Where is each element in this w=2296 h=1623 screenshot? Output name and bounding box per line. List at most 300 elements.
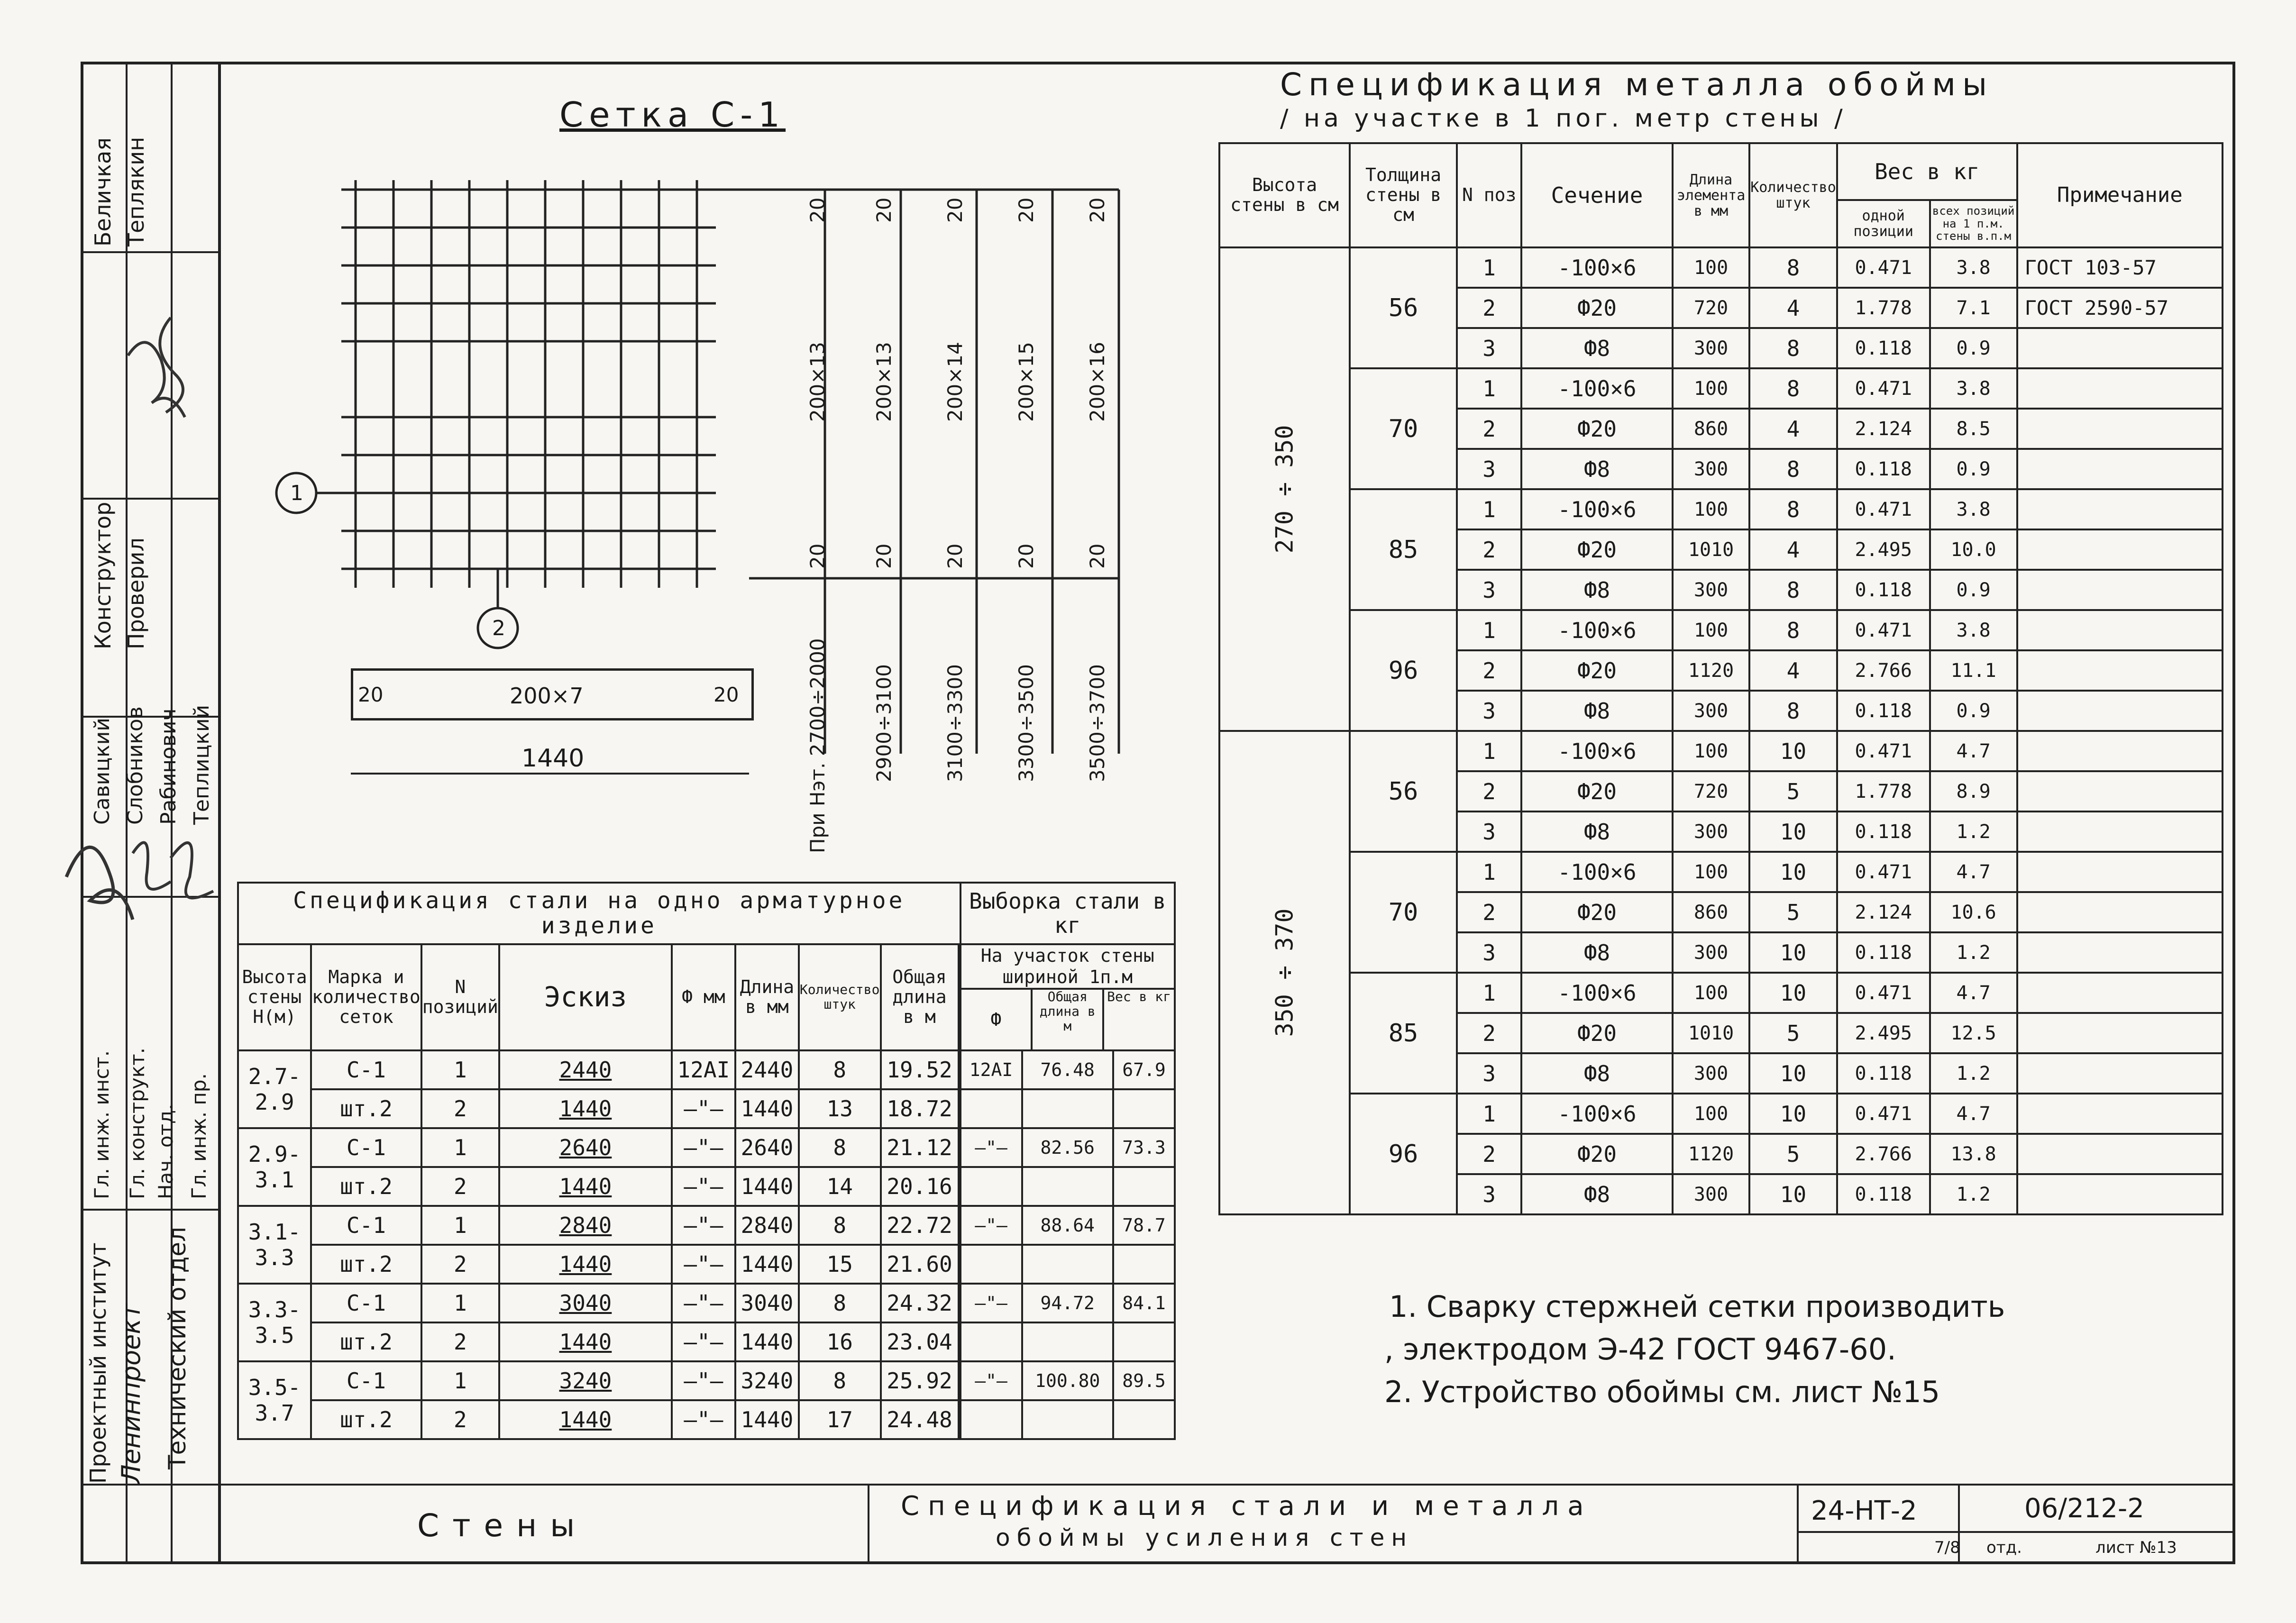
bar2-middle-dim: 200×7 bbox=[510, 683, 584, 709]
metal-cell-w_total: 1.2 bbox=[1930, 812, 2017, 852]
metal-cell-w_one: 1.778 bbox=[1837, 771, 1930, 812]
signature-marks bbox=[57, 261, 218, 1019]
metal-cell-note bbox=[2017, 852, 2223, 892]
name-teplitsky: Теплицкий bbox=[190, 704, 214, 825]
metal-cell-length: 100 bbox=[1673, 1094, 1749, 1134]
mesh-col1-mid: 200×13 bbox=[806, 342, 829, 422]
metal-cell-qty: 4 bbox=[1749, 529, 1837, 570]
metal-cell-note: ГОСТ 103-57 bbox=[2017, 247, 2223, 288]
steel-cell-total: 23.04 bbox=[881, 1322, 959, 1361]
metal-cell-w_total: 10.0 bbox=[1930, 529, 2017, 570]
steel-cell-dia2: —"— bbox=[960, 1361, 1022, 1400]
stamp-sheet-label-2: лист №13 bbox=[2095, 1538, 2177, 1557]
steel-cell-length: 1440 bbox=[735, 1245, 799, 1284]
steel-cell-total_len: 82.56 bbox=[1022, 1128, 1113, 1167]
metal-cell-note bbox=[2017, 650, 2223, 691]
steel-cell-total_len bbox=[1022, 1322, 1113, 1361]
stamp-sheet-label-1: отд. bbox=[1986, 1538, 2022, 1557]
steel-cell-total_len bbox=[1022, 1400, 1113, 1439]
metal-cell-note bbox=[2017, 449, 2223, 489]
steel-cell-total: 21.12 bbox=[881, 1128, 959, 1167]
steel-cell-weight bbox=[1113, 1167, 1175, 1206]
steel-cell-total_len: 76.48 bbox=[1022, 1050, 1113, 1089]
note-1b: , электродом Э-42 ГОСТ 9467-60. bbox=[1384, 1332, 1896, 1367]
metal-cell-length: 100 bbox=[1673, 610, 1749, 650]
stamp-sep-1 bbox=[868, 1484, 869, 1564]
steel-cell-dia2 bbox=[960, 1322, 1022, 1361]
steel-cell-pos: 2 bbox=[421, 1400, 499, 1439]
col-dia: Ф мм bbox=[672, 944, 735, 1050]
m-col-height: Высота стены в см bbox=[1219, 143, 1350, 247]
metal-cell-w_one: 0.471 bbox=[1837, 247, 1930, 288]
metal-cell-section: Ф8 bbox=[1521, 812, 1673, 852]
steel-cell-dia: —"— bbox=[672, 1167, 735, 1206]
m-col-thick: Толщина стены в см bbox=[1350, 143, 1457, 247]
metal-cell-section: -100×6 bbox=[1521, 1094, 1673, 1134]
steel-spec-table bbox=[237, 882, 1176, 1440]
steel-cell-mark: шт.2 bbox=[311, 1400, 421, 1439]
steel-sample-title: Выборка стали в кг bbox=[960, 883, 1175, 944]
metal-cell-length: 1010 bbox=[1673, 529, 1749, 570]
metal-cell-w_total: 11.1 bbox=[1930, 650, 2017, 691]
col-height: Высота стены H(м) bbox=[238, 944, 311, 1050]
steel-cell-dia: —"— bbox=[672, 1089, 735, 1128]
bar2-length-line bbox=[351, 773, 749, 775]
metal-cell-height bbox=[1219, 247, 1350, 731]
steel-spec-title: Спецификация стали на одно арматурное изделие bbox=[238, 883, 960, 944]
metal-cell-qty: 8 bbox=[1749, 489, 1837, 529]
metal-cell-note bbox=[2017, 771, 2223, 812]
metal-spec-title: Спецификация металла обоймы bbox=[1280, 66, 1994, 103]
steel-cell-dia2 bbox=[960, 1089, 1022, 1128]
metal-cell-thick: 85 bbox=[1350, 489, 1457, 610]
metal-row bbox=[1219, 368, 2223, 409]
mesh-col5-mid: 200×16 bbox=[1086, 342, 1109, 422]
steel-cell-length: 1440 bbox=[735, 1322, 799, 1361]
metal-cell-length: 860 bbox=[1673, 409, 1749, 449]
note-1: 1. Сварку стержней сетки производить bbox=[1389, 1289, 2005, 1324]
mesh-col3-top: 20 bbox=[943, 197, 967, 223]
metal-cell-thick: 70 bbox=[1350, 368, 1457, 489]
steel-cell-sketch: 2840 bbox=[499, 1206, 672, 1245]
mesh-title: Сетка С-1 bbox=[559, 95, 786, 135]
steel-row bbox=[238, 1050, 1175, 1089]
col-total-len: Общая длина в м bbox=[1033, 990, 1104, 1049]
metal-cell-w_total: 1.2 bbox=[1930, 1053, 2017, 1094]
metal-cell-length: 300 bbox=[1673, 932, 1749, 973]
metal-cell-pos: 2 bbox=[1457, 771, 1521, 812]
steel-cell-weight: 89.5 bbox=[1113, 1361, 1175, 1400]
metal-cell-note bbox=[2017, 529, 2223, 570]
steel-cell-qty: 8 bbox=[799, 1206, 881, 1245]
metal-cell-section: Ф20 bbox=[1521, 529, 1673, 570]
metal-row bbox=[1219, 610, 2223, 650]
metal-cell-section: -100×6 bbox=[1521, 610, 1673, 650]
metal-cell-w_one: 0.471 bbox=[1837, 731, 1930, 771]
steel-row bbox=[238, 1361, 1175, 1400]
col-length: Длина в мм bbox=[735, 944, 799, 1050]
metal-cell-section: -100×6 bbox=[1521, 247, 1673, 288]
steel-cell-total_len: 94.72 bbox=[1022, 1284, 1113, 1322]
metal-cell-qty: 10 bbox=[1749, 1094, 1837, 1134]
metal-cell-length: 1120 bbox=[1673, 1134, 1749, 1174]
metal-cell-w_total: 3.8 bbox=[1930, 368, 2017, 409]
stamp-sub: 7/8 bbox=[1934, 1538, 1960, 1557]
steel-cell-dia: —"— bbox=[672, 1206, 735, 1245]
metal-cell-pos: 1 bbox=[1457, 368, 1521, 409]
mesh-col5-bottom: 20 bbox=[1086, 543, 1109, 569]
role-chief-constructor: Гл. конструкт. bbox=[126, 1048, 149, 1199]
metal-cell-w_one: 2.495 bbox=[1837, 529, 1930, 570]
metal-cell-thick: 56 bbox=[1350, 731, 1457, 852]
metal-cell-section: Ф20 bbox=[1521, 771, 1673, 812]
metal-cell-section: Ф8 bbox=[1521, 1053, 1673, 1094]
metal-cell-qty: 5 bbox=[1749, 1013, 1837, 1053]
metal-cell-section: Ф8 bbox=[1521, 932, 1673, 973]
metal-cell-section: Ф20 bbox=[1521, 892, 1673, 932]
steel-cell-mark: С-1 bbox=[311, 1284, 421, 1322]
steel-cell-length: 2840 bbox=[735, 1206, 799, 1245]
steel-cell-mark: шт.2 bbox=[311, 1245, 421, 1284]
metal-cell-pos: 1 bbox=[1457, 489, 1521, 529]
metal-cell-qty: 10 bbox=[1749, 812, 1837, 852]
steel-row bbox=[238, 1400, 1175, 1439]
metal-cell-qty: 8 bbox=[1749, 247, 1837, 288]
metal-row bbox=[1219, 489, 2223, 529]
metal-cell-section: -100×6 bbox=[1521, 489, 1673, 529]
mesh-col4-top: 20 bbox=[1015, 197, 1038, 223]
institute-label: Проектный институт bbox=[85, 1242, 111, 1484]
m-col-weight: Вес в кг bbox=[1837, 143, 2017, 200]
steel-cell-qty: 17 bbox=[799, 1400, 881, 1439]
metal-cell-section: -100×6 bbox=[1521, 973, 1673, 1013]
col-sketch: Эскиз bbox=[499, 944, 672, 1050]
metal-cell-section: -100×6 bbox=[1521, 852, 1673, 892]
steel-cell-sketch: 3240 bbox=[499, 1361, 672, 1400]
steel-cell-height: 3.5-3.7 bbox=[238, 1361, 311, 1439]
steel-cell-pos: 1 bbox=[421, 1361, 499, 1400]
m-col-section: Сечение bbox=[1521, 143, 1673, 247]
metal-cell-w_one: 0.471 bbox=[1837, 852, 1930, 892]
bar2-left-dim: 20 bbox=[358, 683, 384, 706]
steel-cell-dia2 bbox=[960, 1245, 1022, 1284]
metal-cell-w_total: 0.9 bbox=[1930, 691, 2017, 731]
metal-cell-length: 300 bbox=[1673, 1174, 1749, 1214]
steel-cell-pos: 1 bbox=[421, 1050, 499, 1089]
steel-cell-length: 2640 bbox=[735, 1128, 799, 1167]
steel-cell-height: 3.3-3.5 bbox=[238, 1284, 311, 1361]
metal-cell-length: 720 bbox=[1673, 771, 1749, 812]
metal-cell-length: 300 bbox=[1673, 449, 1749, 489]
metal-cell-w_total: 8.9 bbox=[1930, 771, 2017, 812]
steel-cell-sketch: 2640 bbox=[499, 1128, 672, 1167]
steel-cell-dia: —"— bbox=[672, 1128, 735, 1167]
role-dept-head: Нач. отд. bbox=[154, 1103, 177, 1199]
col-area: На участок стены шириной 1п.м bbox=[961, 945, 1174, 990]
m-col-length: Длина элемента в мм bbox=[1673, 143, 1749, 247]
steel-cell-dia: —"— bbox=[672, 1245, 735, 1284]
stamp-mid-line bbox=[1797, 1531, 2235, 1533]
steel-cell-sketch: 1440 bbox=[499, 1322, 672, 1361]
steel-cell-dia2: 12AI bbox=[960, 1050, 1022, 1089]
metal-cell-note bbox=[2017, 1134, 2223, 1174]
metal-height-label: 270 ÷ 350 bbox=[1271, 425, 1299, 554]
metal-cell-height bbox=[1219, 731, 1350, 1214]
stamp-left-title: Стены bbox=[417, 1507, 588, 1544]
metal-cell-w_one: 2.495 bbox=[1837, 1013, 1930, 1053]
steel-cell-pos: 2 bbox=[421, 1245, 499, 1284]
steel-cell-qty: 8 bbox=[799, 1128, 881, 1167]
metal-cell-w_total: 0.9 bbox=[1930, 570, 2017, 610]
metal-cell-qty: 10 bbox=[1749, 852, 1837, 892]
metal-cell-pos: 2 bbox=[1457, 409, 1521, 449]
steel-cell-dia: 12AI bbox=[672, 1050, 735, 1089]
metal-cell-pos: 2 bbox=[1457, 288, 1521, 328]
metal-cell-w_total: 12.5 bbox=[1930, 1013, 2017, 1053]
metal-cell-qty: 4 bbox=[1749, 288, 1837, 328]
metal-cell-pos: 2 bbox=[1457, 1013, 1521, 1053]
col-pos: N позиций bbox=[421, 944, 499, 1050]
metal-row bbox=[1219, 1094, 2223, 1134]
steel-cell-sketch: 3040 bbox=[499, 1284, 672, 1322]
metal-cell-w_total: 0.9 bbox=[1930, 328, 2017, 368]
metal-cell-length: 100 bbox=[1673, 368, 1749, 409]
steel-cell-mark: С-1 bbox=[311, 1361, 421, 1400]
steel-cell-weight bbox=[1113, 1322, 1175, 1361]
metal-cell-pos: 1 bbox=[1457, 247, 1521, 288]
steel-cell-total_len: 100.80 bbox=[1022, 1361, 1113, 1400]
steel-row bbox=[238, 1206, 1175, 1245]
mesh-col4-mid: 200×15 bbox=[1015, 342, 1038, 422]
col-qty: Количество штук bbox=[799, 944, 881, 1050]
metal-cell-w_total: 3.8 bbox=[1930, 489, 2017, 529]
metal-cell-qty: 10 bbox=[1749, 1053, 1837, 1094]
metal-cell-qty: 10 bbox=[1749, 1174, 1837, 1214]
metal-cell-pos: 3 bbox=[1457, 1053, 1521, 1094]
metal-cell-w_one: 0.471 bbox=[1837, 973, 1930, 1013]
metal-cell-section: Ф20 bbox=[1521, 409, 1673, 449]
steel-cell-length: 1440 bbox=[735, 1400, 799, 1439]
metal-cell-w_one: 0.118 bbox=[1837, 449, 1930, 489]
steel-cell-mark: С-1 bbox=[311, 1206, 421, 1245]
steel-cell-dia: —"— bbox=[672, 1322, 735, 1361]
metal-cell-qty: 10 bbox=[1749, 731, 1837, 771]
steel-cell-pos: 2 bbox=[421, 1322, 499, 1361]
steel-row bbox=[238, 1284, 1175, 1322]
mesh-col3-range: 3100÷3300 bbox=[943, 664, 967, 782]
metal-cell-section: Ф8 bbox=[1521, 1174, 1673, 1214]
metal-cell-note bbox=[2017, 328, 2223, 368]
m-col-note: Примечание bbox=[2017, 143, 2223, 247]
metal-cell-section: -100×6 bbox=[1521, 731, 1673, 771]
mesh-pos2-label: 2 bbox=[492, 616, 505, 640]
metal-row bbox=[1219, 973, 2223, 1013]
mesh-col4-bottom: 20 bbox=[1015, 543, 1038, 569]
metal-cell-w_total: 0.9 bbox=[1930, 449, 2017, 489]
steel-cell-dia2: —"— bbox=[960, 1128, 1022, 1167]
name-savitsky: Савицкий bbox=[90, 718, 114, 825]
mesh-col2-top: 20 bbox=[872, 197, 896, 223]
metal-cell-length: 100 bbox=[1673, 973, 1749, 1013]
metal-cell-note bbox=[2017, 1053, 2223, 1094]
steel-cell-dia: —"— bbox=[672, 1361, 735, 1400]
metal-cell-length: 300 bbox=[1673, 812, 1749, 852]
name-slobnikov: Слобников bbox=[123, 706, 147, 825]
steel-cell-length: 1440 bbox=[735, 1089, 799, 1128]
metal-cell-pos: 1 bbox=[1457, 852, 1521, 892]
steel-cell-weight: 67.9 bbox=[1113, 1050, 1175, 1089]
metal-cell-section: Ф20 bbox=[1521, 1134, 1673, 1174]
bar2-right-dim: 20 bbox=[713, 683, 739, 706]
steel-cell-qty: 15 bbox=[799, 1245, 881, 1284]
bar2-sketch bbox=[351, 668, 754, 720]
steel-cell-total: 18.72 bbox=[881, 1089, 959, 1128]
dept-label: Технический отдел bbox=[164, 1227, 191, 1469]
metal-cell-w_total: 13.8 bbox=[1930, 1134, 2017, 1174]
metal-row bbox=[1219, 247, 2223, 288]
metal-cell-thick: 96 bbox=[1350, 1094, 1457, 1214]
metal-cell-length: 720 bbox=[1673, 288, 1749, 328]
steel-cell-dia2: —"— bbox=[960, 1206, 1022, 1245]
metal-cell-section: Ф8 bbox=[1521, 691, 1673, 731]
metal-cell-note bbox=[2017, 1013, 2223, 1053]
mesh-col1-bottom: 20 bbox=[806, 543, 829, 569]
metal-cell-note bbox=[2017, 973, 2223, 1013]
metal-cell-w_total: 4.7 bbox=[1930, 1094, 2017, 1134]
steel-cell-length: 3240 bbox=[735, 1361, 799, 1400]
mesh-col1-range: При Hэт. 2700÷2000 bbox=[806, 638, 829, 853]
mesh-col2-mid: 200×13 bbox=[872, 342, 896, 422]
metal-cell-w_one: 0.118 bbox=[1837, 1174, 1930, 1214]
metal-cell-section: Ф8 bbox=[1521, 570, 1673, 610]
steel-cell-qty: 8 bbox=[799, 1361, 881, 1400]
metal-cell-pos: 3 bbox=[1457, 691, 1521, 731]
metal-cell-section: Ф8 bbox=[1521, 328, 1673, 368]
steel-cell-total_len bbox=[1022, 1089, 1113, 1128]
metal-cell-qty: 8 bbox=[1749, 368, 1837, 409]
steel-row bbox=[238, 1128, 1175, 1167]
bar2-length: 1440 bbox=[521, 744, 585, 773]
metal-cell-length: 860 bbox=[1673, 892, 1749, 932]
metal-cell-qty: 8 bbox=[1749, 328, 1837, 368]
metal-cell-w_one: 2.766 bbox=[1837, 1134, 1930, 1174]
metal-cell-length: 100 bbox=[1673, 852, 1749, 892]
metal-cell-qty: 5 bbox=[1749, 1134, 1837, 1174]
metal-cell-note bbox=[2017, 932, 2223, 973]
metal-cell-pos: 3 bbox=[1457, 932, 1521, 973]
stamp-center-title-1: Спецификация стали и металла bbox=[901, 1491, 1592, 1522]
metal-cell-thick: 70 bbox=[1350, 852, 1457, 973]
steel-cell-weight bbox=[1113, 1245, 1175, 1284]
mesh-col3-bottom: 20 bbox=[943, 543, 967, 569]
note-2: 2. Устройство обоймы см. лист №15 bbox=[1384, 1375, 1940, 1409]
metal-cell-length: 300 bbox=[1673, 691, 1749, 731]
metal-cell-w_one: 0.471 bbox=[1837, 610, 1930, 650]
metal-cell-qty: 8 bbox=[1749, 691, 1837, 731]
metal-cell-w_total: 4.7 bbox=[1930, 852, 2017, 892]
metal-cell-qty: 8 bbox=[1749, 449, 1837, 489]
metal-cell-w_one: 2.766 bbox=[1837, 650, 1930, 691]
steel-cell-total: 24.48 bbox=[881, 1400, 959, 1439]
steel-cell-total: 20.16 bbox=[881, 1167, 959, 1206]
steel-cell-sketch: 1440 bbox=[499, 1245, 672, 1284]
metal-cell-w_total: 8.5 bbox=[1930, 409, 2017, 449]
steel-cell-pos: 2 bbox=[421, 1167, 499, 1206]
role-checked: Проверил bbox=[123, 538, 149, 649]
steel-cell-qty: 8 bbox=[799, 1050, 881, 1089]
name-teplyakin: Теплякин bbox=[123, 137, 149, 246]
m-col-pos: N поз bbox=[1457, 143, 1521, 247]
role-constructor: Конструктор bbox=[90, 501, 116, 649]
name-belichkaya: Беличкая bbox=[90, 137, 116, 246]
metal-cell-qty: 8 bbox=[1749, 570, 1837, 610]
steel-row bbox=[238, 1167, 1175, 1206]
steel-cell-qty: 13 bbox=[799, 1089, 881, 1128]
metal-cell-pos: 3 bbox=[1457, 1174, 1521, 1214]
metal-cell-pos: 2 bbox=[1457, 1134, 1521, 1174]
metal-cell-qty: 5 bbox=[1749, 892, 1837, 932]
steel-cell-dia: —"— bbox=[672, 1284, 735, 1322]
steel-cell-total: 21.60 bbox=[881, 1245, 959, 1284]
metal-cell-w_total: 4.7 bbox=[1930, 731, 2017, 771]
steel-cell-total: 25.92 bbox=[881, 1361, 959, 1400]
steel-cell-mark: шт.2 bbox=[311, 1322, 421, 1361]
metal-cell-qty: 8 bbox=[1749, 610, 1837, 650]
metal-cell-note bbox=[2017, 1174, 2223, 1214]
metal-cell-section: Ф8 bbox=[1521, 449, 1673, 489]
steel-cell-pos: 2 bbox=[421, 1089, 499, 1128]
m-col-w-total: всех позиций на 1 п.м. стены в.п.м bbox=[1930, 200, 2017, 247]
metal-cell-w_one: 0.471 bbox=[1837, 489, 1930, 529]
metal-cell-note bbox=[2017, 731, 2223, 771]
stamp-doc: 06/212-2 bbox=[2024, 1493, 2144, 1524]
metal-cell-pos: 3 bbox=[1457, 812, 1521, 852]
role-project-engineer: Гл. инж. пр. bbox=[187, 1073, 210, 1199]
metal-cell-w_one: 2.124 bbox=[1837, 409, 1930, 449]
metal-cell-note bbox=[2017, 812, 2223, 852]
steel-cell-dia: —"— bbox=[672, 1400, 735, 1439]
metal-cell-w_total: 3.8 bbox=[1930, 610, 2017, 650]
metal-cell-thick: 85 bbox=[1350, 973, 1457, 1094]
col-weight: Вес в кг bbox=[1107, 989, 1171, 1004]
metal-cell-w_total: 1.2 bbox=[1930, 1174, 2017, 1214]
m-col-w-one: одной позиции bbox=[1837, 200, 1930, 247]
metal-cell-length: 300 bbox=[1673, 328, 1749, 368]
m-col-qty: Количество штук bbox=[1749, 143, 1837, 247]
steel-cell-dia2: —"— bbox=[960, 1284, 1022, 1322]
col-dia2: Ф bbox=[961, 990, 1033, 1049]
metal-cell-thick: 96 bbox=[1350, 610, 1457, 731]
metal-cell-length: 1010 bbox=[1673, 1013, 1749, 1053]
metal-cell-qty: 4 bbox=[1749, 409, 1837, 449]
steel-cell-weight bbox=[1113, 1089, 1175, 1128]
metal-cell-pos: 3 bbox=[1457, 328, 1521, 368]
metal-cell-w_one: 0.118 bbox=[1837, 570, 1930, 610]
metal-cell-w_total: 4.7 bbox=[1930, 973, 2017, 1013]
metal-cell-w_total: 3.8 bbox=[1930, 247, 2017, 288]
metal-cell-note bbox=[2017, 409, 2223, 449]
metal-cell-w_one: 0.118 bbox=[1837, 812, 1930, 852]
metal-cell-pos: 2 bbox=[1457, 650, 1521, 691]
steel-cell-mark: шт.2 bbox=[311, 1167, 421, 1206]
mesh-pos1-label: 1 bbox=[290, 481, 303, 505]
steel-cell-height: 2.9-3.1 bbox=[238, 1128, 311, 1206]
steel-cell-sketch: 1440 bbox=[499, 1167, 672, 1206]
metal-cell-w_total: 10.6 bbox=[1930, 892, 2017, 932]
metal-row bbox=[1219, 731, 2223, 771]
steel-cell-total: 22.72 bbox=[881, 1206, 959, 1245]
steel-row bbox=[238, 1245, 1175, 1284]
